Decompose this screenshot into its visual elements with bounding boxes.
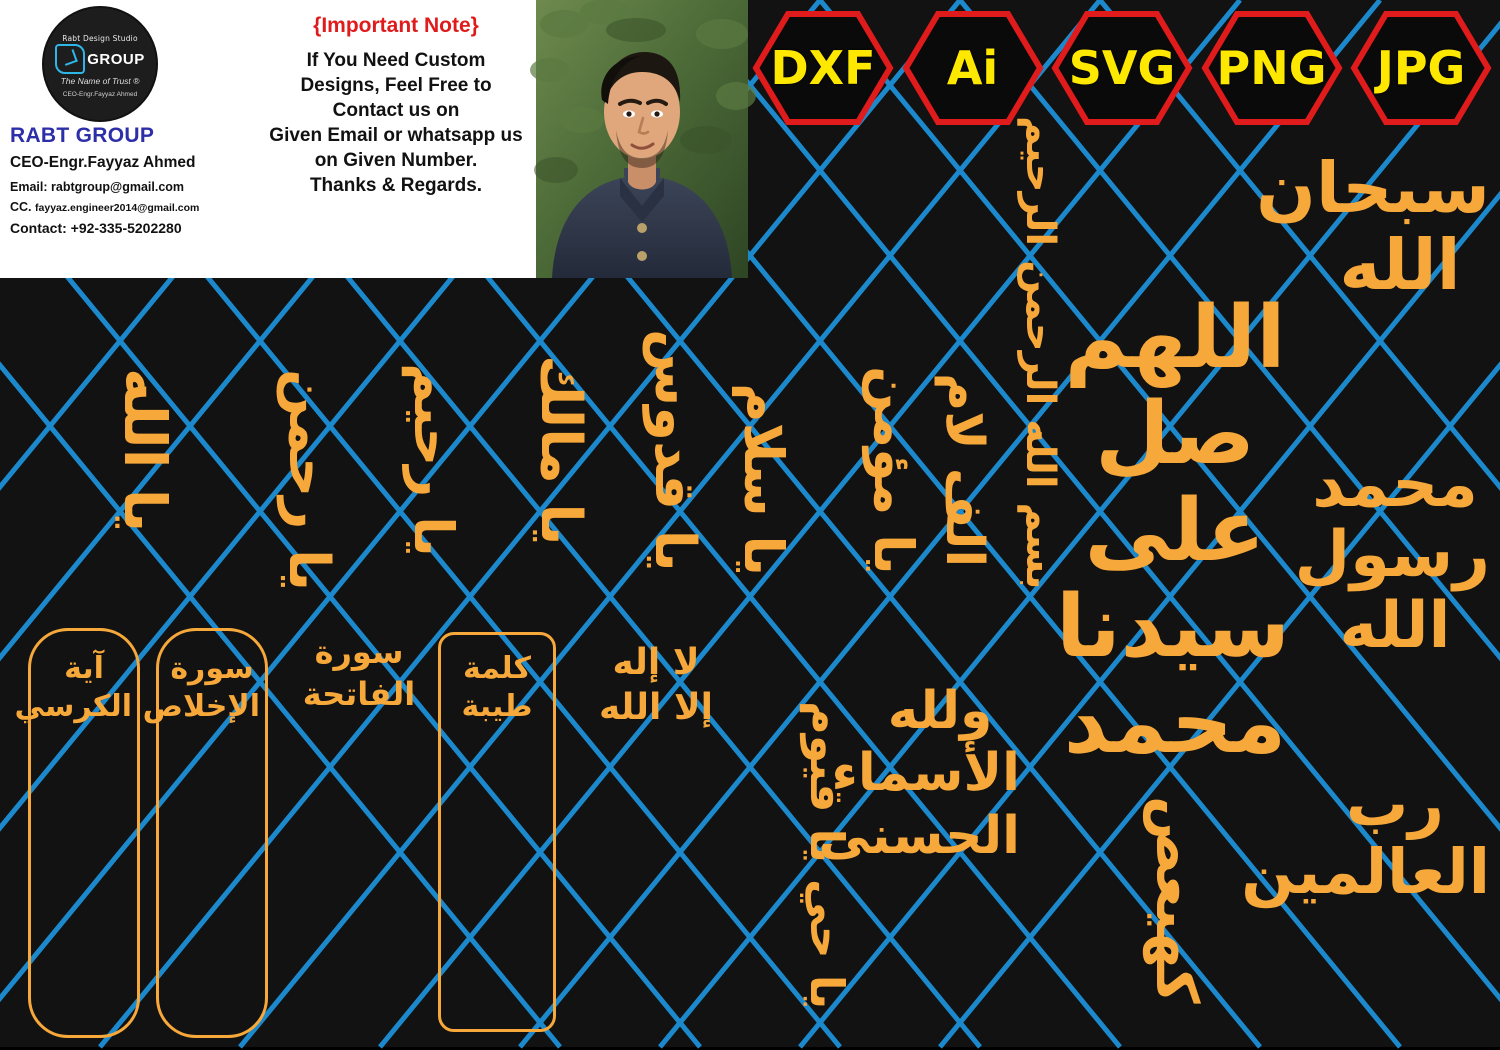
artwork-tile-1: يا الله [111,367,179,533]
file-format-badges [752,6,1492,130]
badge-png-label: PNG [1216,41,1327,95]
artwork-tile-21: كهيعص [1143,796,1211,1004]
badge-png [1201,10,1343,126]
note-line-5: on Given Number. [314,150,478,172]
artwork-tile-4: يا مالك [528,354,593,546]
artwork-tile-3: يا رحيم [402,363,465,557]
artwork-tile-10: اللهم صل على سيدنا محمد [1056,288,1290,774]
artwork-tile-7: يا مؤمن [862,365,925,575]
artwork-tile-5: يا قدوس [642,328,707,572]
ceo-portrait [536,0,748,278]
badge-svg-label: SVG [1068,41,1176,95]
cc-row [10,200,250,214]
email-label: Email: [10,180,48,194]
badge-jpg [1350,10,1492,126]
artwork-tile-15: سورة الإخلاص [142,651,260,724]
artwork-tile-8: الف لام [934,372,994,568]
contact-value: +92-335-5202280 [70,220,182,236]
badge-svg [1051,10,1193,126]
contact-row [10,220,250,236]
artwork-tile-18: لا إله إلا الله [598,642,714,728]
logo-mid [55,44,145,74]
note-title: {Important Note} [313,14,479,37]
badge-dxf [752,10,894,126]
artwork-tile-14: آية الكرسي [14,651,132,724]
logo-mark-icon [55,44,85,74]
contact-info-panel [0,0,748,278]
brand-column [0,0,256,278]
cc-value: fayyaz.engineer2014@gmail.com [35,202,200,214]
artwork-tile-19: يا حي يا قيوم [800,700,854,1010]
artwork-tile-11: سبحان الله [1256,147,1490,306]
note-body [269,48,522,198]
artwork-tile-16: سورة الفاتحة [302,633,416,713]
note-line-1: If You Need Custom [306,50,486,71]
artwork-tile-12: محمد رسول الله [1294,448,1490,663]
logo-group-label: GROUP [87,50,145,68]
note-line-6: Thanks & Regards. [309,175,483,197]
artwork-tile-6: يا سلام [732,383,795,577]
note-line-3: Contact us on [332,100,460,122]
brand-ceo: CEO-Engr.Fayyaz Ahmed [10,154,196,171]
important-note [256,0,536,278]
artwork-tile-13: رب العالمين [1241,767,1490,909]
company-logo [42,6,194,118]
email-value: rabtgroup@gmail.com [51,180,185,194]
artwork-tile-17: كلمة طيبة [461,651,533,724]
logo-studio-label: Rabt Design Studio [62,34,138,43]
contact-label: Contact: [10,220,67,236]
email-row [10,180,250,194]
badge-jpg-label: JPG [1376,41,1466,95]
logo-tagline: The Name of Trust ® [60,76,140,86]
badge-dxf-label: DXF [770,41,876,95]
artwork-tile-2: يا رحمن [276,368,341,592]
artwork-tile-9: بسم الله الرحمن الرحيم [1017,116,1063,590]
badge-ai [902,10,1044,126]
brand-name: RABT GROUP [10,124,155,147]
cc-label: CC. [10,200,32,214]
note-line-2: Designs, Feel Free to [300,75,492,97]
logo-ceo-label: CEO-Engr.Fayyaz Ahmed [62,91,138,98]
note-line-4: Given Email or whatsapp us [269,125,523,147]
logo-circle [42,6,158,122]
artwork-tile-20: ولله الأسماء الحسنى [818,681,1020,866]
badge-ai-label: Ai [946,41,999,95]
